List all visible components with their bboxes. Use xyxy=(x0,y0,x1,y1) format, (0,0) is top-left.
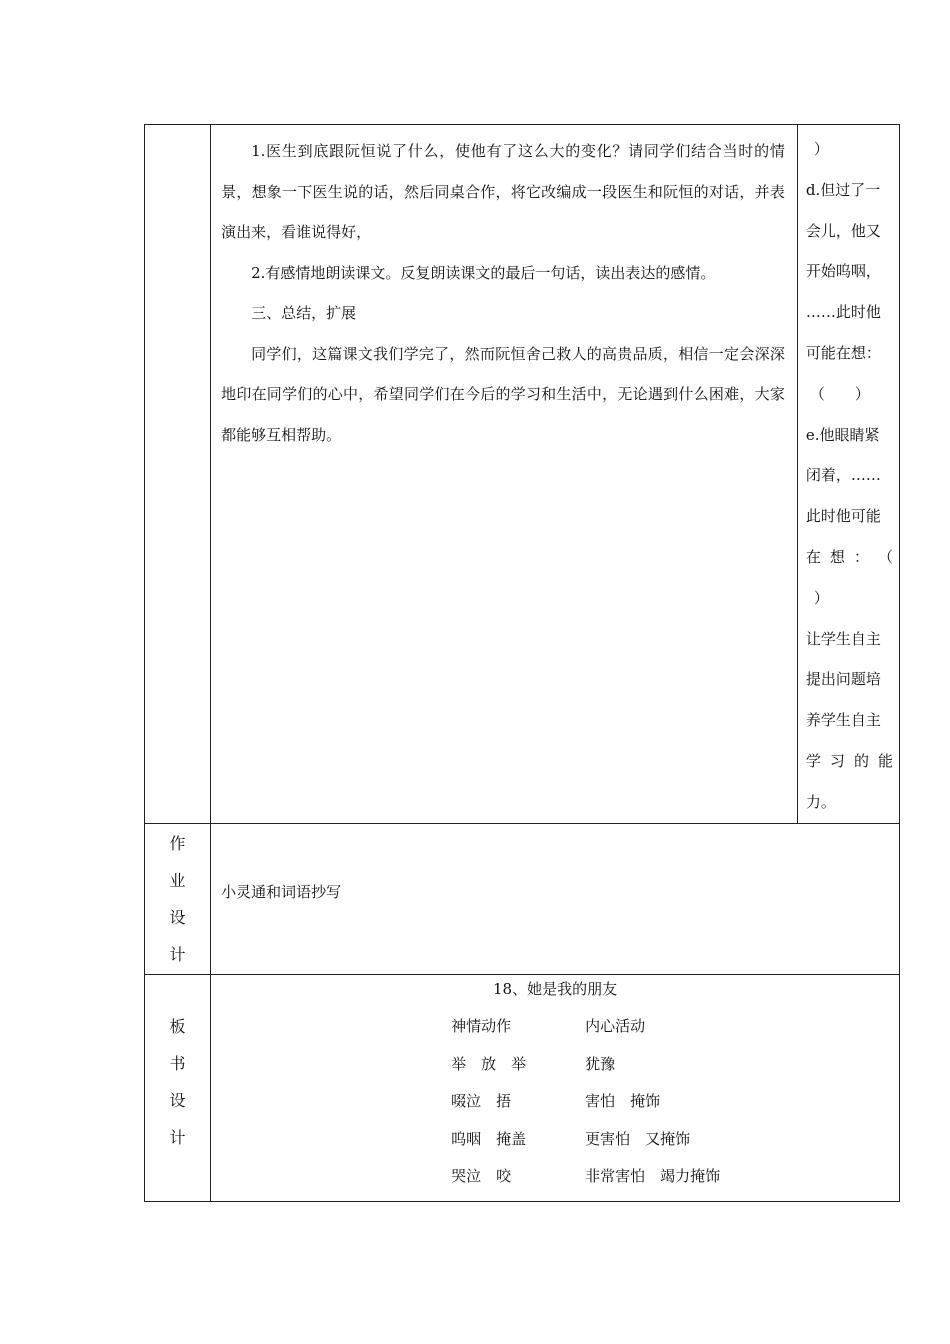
row-label-empty-cell xyxy=(145,125,211,824)
blackboard-content-cell: 18、她是我的朋友 神情动作 内心活动 举 放 举 犹豫 啜泣 捂 害怕 掩饰 呜咽 掩盖 更害怕 又掩饰 哭泣 咬 非常害怕 竭力掩饰 xyxy=(211,974,900,1201)
blackboard-row xyxy=(145,974,900,1201)
blackboard-label-cell xyxy=(145,974,211,1201)
note-line: 养学生自主 xyxy=(805,711,881,730)
homework-label-char: 计 xyxy=(169,944,186,964)
note-line: 开始呜咽， xyxy=(805,262,881,281)
note-line: 提出问题培 xyxy=(805,670,881,689)
homework-label-cell xyxy=(145,823,211,974)
paragraph-read-aloud: 2.有感情地朗读课文。反复朗读课文的最后一句话，读出表达的感情。 xyxy=(251,263,716,282)
homework-label-char: 业 xyxy=(169,870,186,890)
blackboard-title: 18、她是我的朋友 xyxy=(492,979,618,998)
note-line-spaced: 学 习 的 能 xyxy=(805,751,893,770)
paragraph-doctor-dialogue: 1.医生到底跟阮恒说了什么，使他有了这么大的变化？请同学们结合当时的情景，想象一下医生说的话，然后同桌合作，将它改编成一段医生和阮恒的对话，并表演出来，看谁说得好， xyxy=(221,142,785,241)
note-line: 闭着，…… xyxy=(805,466,881,485)
blackboard-label-char: 板 xyxy=(169,1016,186,1036)
note-line: ） xyxy=(813,588,829,607)
note-line: e.他眼睛紧 xyxy=(805,425,880,444)
paragraph-summary: 同学们，这篇课文我们学完了，然而阮恒舍己救人的高贵品质，相信一定会深深地印在同学们的心中，希望同学们在今后的学习和生活中，无论遇到什么困难，大家都能够互相帮助。 xyxy=(221,344,785,444)
blackboard-label-char: 书 xyxy=(169,1053,186,1073)
teaching-process-row xyxy=(145,125,900,824)
blackboard-label-char: 设 xyxy=(169,1090,186,1110)
blackboard-label-char: 计 xyxy=(169,1127,186,1147)
note-line: 可能在想： xyxy=(805,343,881,362)
teaching-content-cell xyxy=(211,125,798,824)
note-line-spaced: 在 想 ： （ xyxy=(805,547,893,566)
section-heading-summary: 三、总结，扩展 xyxy=(251,304,357,322)
note-line: ……此时他 xyxy=(805,303,881,322)
design-notes-cell xyxy=(797,125,899,824)
note-line: 会儿，他又 xyxy=(805,221,881,240)
homework-label-char: 设 xyxy=(169,907,186,927)
homework-row xyxy=(145,823,900,974)
note-line: ） xyxy=(813,140,829,158)
homework-content-cell xyxy=(211,823,900,974)
note-line: 让学生自主 xyxy=(805,629,881,648)
homework-content: 小灵通和词语抄写 xyxy=(221,882,342,901)
homework-label-char: 作 xyxy=(169,833,186,853)
note-line: 力。 xyxy=(805,792,836,811)
lesson-plan-table xyxy=(144,124,900,1202)
note-line: （ ） xyxy=(809,384,870,403)
note-line: 此时他可能 xyxy=(805,507,881,526)
note-line: d.但过了一 xyxy=(805,180,881,199)
